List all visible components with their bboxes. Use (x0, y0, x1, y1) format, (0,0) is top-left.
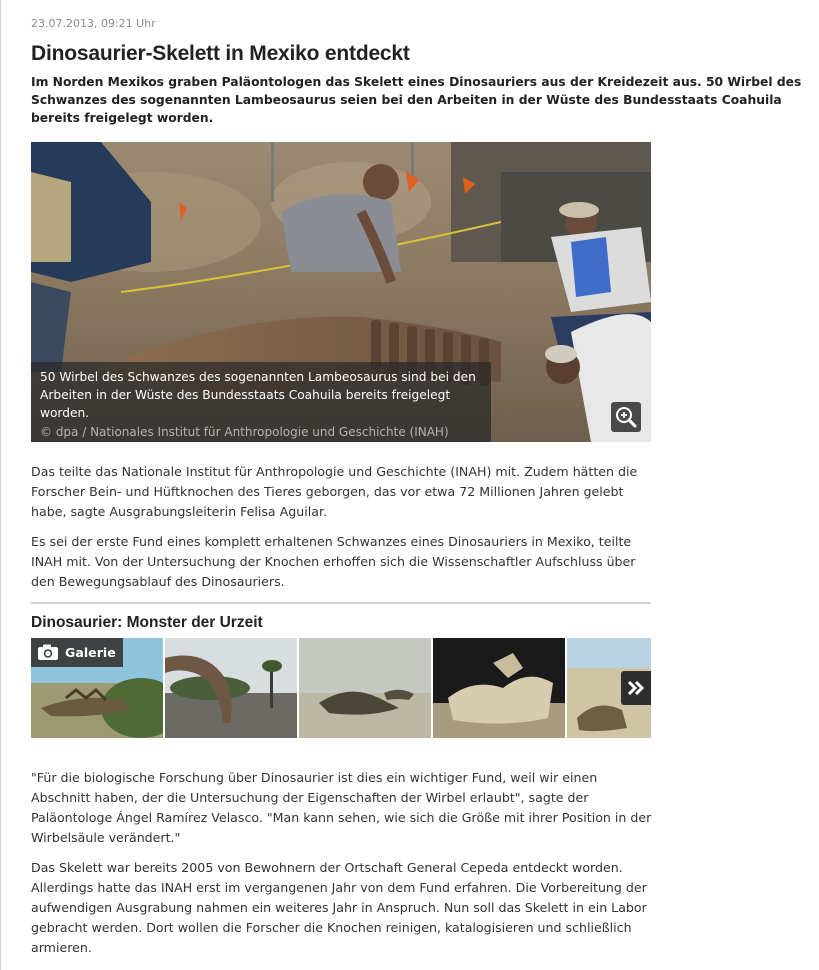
zoom-button[interactable] (611, 402, 641, 432)
article-paragraph-1: Das teilte das Nationale Institut für Anthropologie und Geschichte (INAH) mit. Zudem hätten die Forscher Bein- und Hüftknochen des Tieres geborgen, das vor etwa 72 Millionen Jahren gelebt habe, sagte Ausgrabungsleiterin Felisa Aguilar. (31, 464, 638, 519)
gallery-badge-button[interactable] (31, 638, 123, 667)
article-paragraph-2: Es sei der erste Fund eines komplett erhaltenen Schwanzes eines Dinosauriers in Mexiko, teilte INAH mit. Von der Untersuchung der Knochen erhoffen sich die Wissenschaftler Aufschluss über den Bewegungsablauf des Dinosauriers. (31, 534, 636, 589)
gallery-thumbnail-4[interactable] (433, 638, 565, 738)
gallery-title: Dinosaurier: Monster der Urzeit (31, 614, 263, 631)
left-frame-border (0, 0, 1, 970)
double-chevron-right-icon (627, 680, 645, 696)
image-caption (31, 362, 491, 442)
image-credit: © dpa / Nationales Institut für Anthropologie und Geschichte (INAH) (40, 425, 449, 439)
gallery-strip (31, 638, 651, 738)
section-divider (31, 602, 651, 604)
gallery-badge-label: Galerie (65, 645, 116, 660)
article-lead: Im Norden Mexikos graben Paläontologen das Skelett eines Dinosauriers aus der Kreidezeit aus. 50 Wirbel des Schwanzes des sogenannten Lambeosaurus seien bei den Arbeiten in der Wüste des Bundesstaats Coahuila bereits freigelegt worden. (31, 75, 802, 125)
article-paragraph-4: Das Skelett war bereits 2005 von Bewohnern der Ortschaft General Cepeda entdeckt worden. Allerdings hatte das INAH erst im vergangenen Jahr von dem Fund erfahren. Die Vorbereitung der aufwendigen Ausgrabung nahmen ein weiteres Jahr in Anspruch. Nun soll das Skelett in ein Labor gebracht werden. Dort wollen die Forscher die Knochen reinigen, katalogisieren und schließlich armieren. (31, 860, 647, 955)
article-paragraph-3: "Für die biologische Forschung über Dinosaurier ist dies ein wichtiger Fund, weil wir einen Abschnitt haben, der die Untersuchung der Eigenschaften der Wirbel erlaubt", sagte der Paläontologe Ángel Ramírez Velasco. "Man kann sehen, wie sich die Größe mit ihrer Position in der Wirbelsäule verändert." (31, 770, 652, 845)
caption-text: 50 Wirbel des Schwanzes des sogenannten Lambeosaurus sind bei den Arbeiten in der Wüste des Bundesstaats Coahuila bereits freigelegt worden. (40, 370, 476, 420)
gallery-thumbnail-3[interactable] (299, 638, 431, 738)
magnifier-plus-icon (611, 402, 641, 432)
article-headline: Dinosaurier-Skelett in Mexiko entdeckt (31, 42, 410, 65)
gallery-next-button[interactable] (621, 671, 651, 705)
hero-image[interactable] (31, 142, 651, 442)
article-date: 23.07.2013, 09:21 Uhr (31, 17, 156, 30)
camera-icon (37, 644, 59, 661)
gallery-thumbnail-2[interactable] (165, 638, 297, 738)
